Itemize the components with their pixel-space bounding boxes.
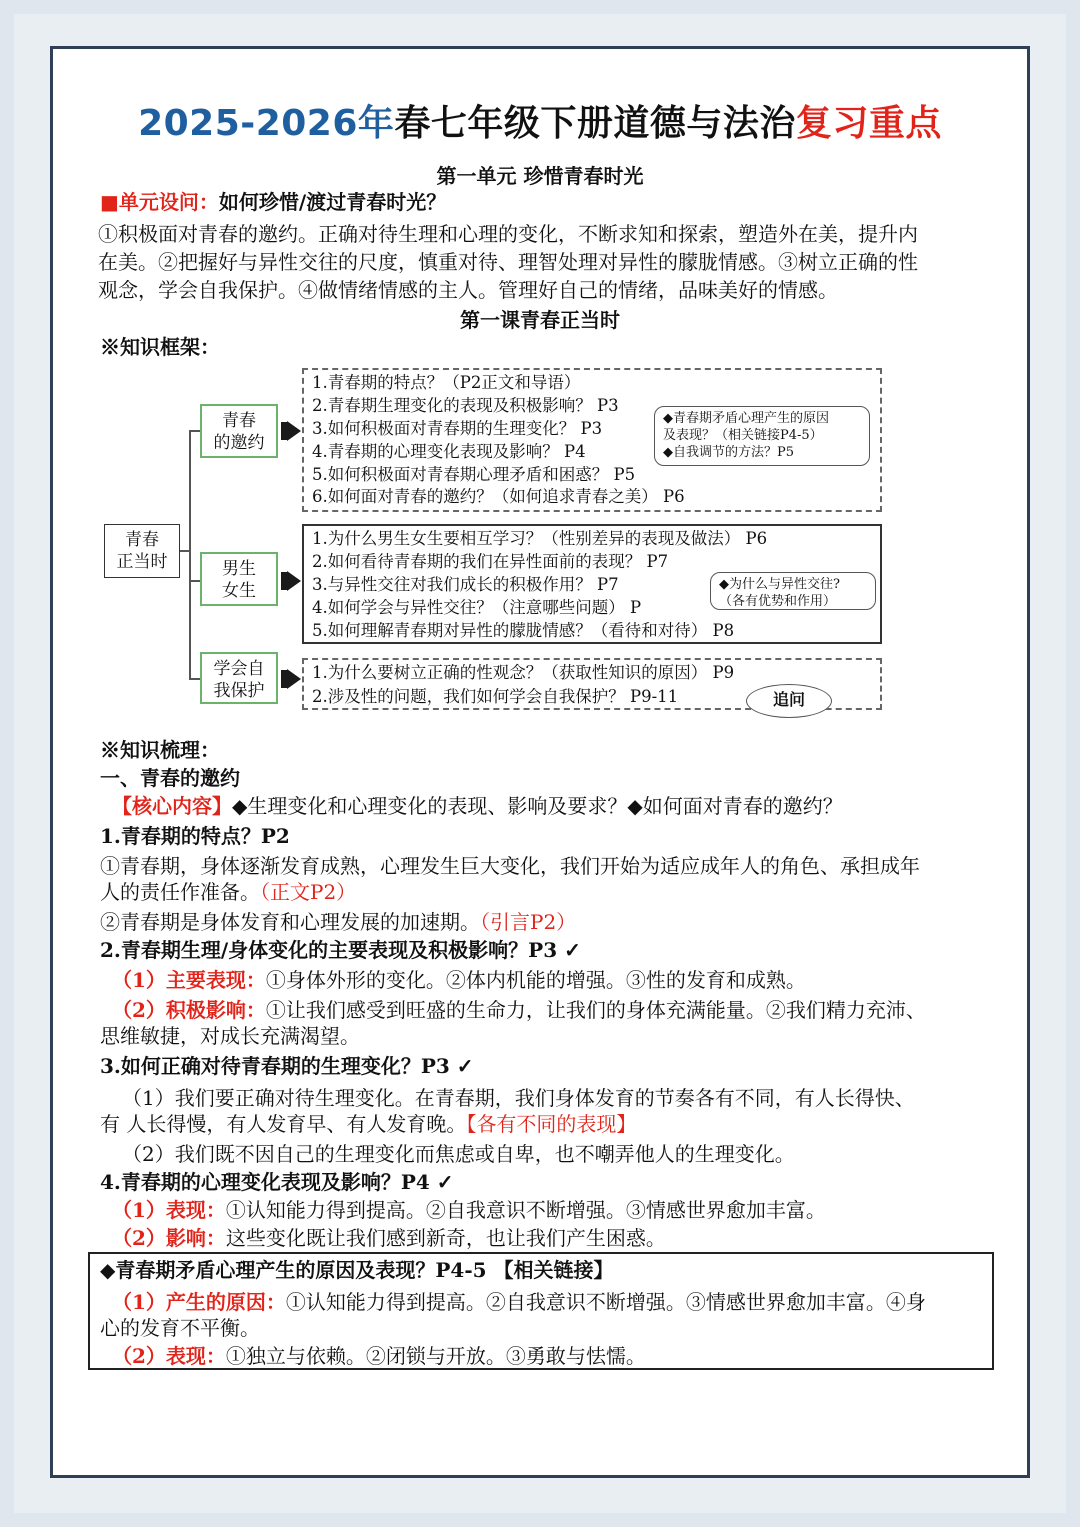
unit-answer-line: 在美。②把握好与异性交往的尺度，慎重对待、理智处理对异性的朦胧情感。③树立正确的性 <box>98 250 918 274</box>
q4-answer-line <box>112 1224 666 1252</box>
q2-answer-line: 思维敏捷，对成长充满渴望。 <box>100 1024 360 1048</box>
link-box-label: （1）产生的原因： <box>112 1290 286 1314</box>
link-box-label: （2）表现： <box>112 1344 226 1368</box>
q4-title: 4.青春期的心理变化表现及影响？P4 ✓ <box>100 1170 454 1194</box>
q3-answer-line: （2）我们既不因自己的生理变化而焦虑或自卑，也不嘲弄他人的生理变化。 <box>122 1142 795 1166</box>
unit-answer-line: 观念，学会自我保护。④做情绪情感的主人。管理好自己的情绪，品味美好的情感。 <box>98 278 838 302</box>
question-item: 5.如何理解青春期对异性的朦胧情感？（看待和对待） P8 <box>312 621 735 640</box>
question-item: 2.青春期生理变化的表现及积极影响？ P3 <box>312 396 619 415</box>
branch-youth-invitation <box>200 404 278 458</box>
q3-answer-line <box>100 1110 636 1138</box>
diagram-root-line: 正当时 <box>116 552 168 572</box>
title-year: 2025-2026年 <box>138 103 395 144</box>
core-content <box>112 792 843 820</box>
arrow-icon <box>287 421 301 441</box>
follow-up-cloud: 追问 <box>746 684 832 718</box>
question-item: 2.如何看待青春期的我们在异性面前的表现？ P7 <box>312 552 669 571</box>
question-item: 1.为什么男生女生要相互学习？（性别差异的表现及做法） P6 <box>312 529 768 548</box>
q1-answer-line: ①青春期，身体逐渐发育成熟，心理发生巨大变化，我们开始为适应成年人的角色、承担成年 <box>100 854 920 878</box>
question-item: 1.为什么要树立正确的性观念？（获取性知识的原因） P9 <box>312 663 735 682</box>
q1-answer-text: 人的责任作准备。 <box>100 880 260 904</box>
title-subject: 春七年级下册道德与法治 <box>394 103 796 144</box>
q2-text: ①让我们感受到旺盛的生命力，让我们的身体充满能量。②我们精力充沛、 <box>265 998 926 1022</box>
framework-label: ※知识框架： <box>100 335 220 359</box>
question-item: 6.如何面对青春的邀约？（如何追求青春之美） P6 <box>312 487 685 506</box>
q1-answer-ref: （引言P2） <box>480 910 577 934</box>
unit-question-text: 如何珍惜/渡过青春时光？ <box>218 190 447 214</box>
diagram-root <box>104 524 180 578</box>
callout-line: （各有优势和作用） <box>719 594 837 609</box>
branch-label-line: 学会自 <box>213 659 265 679</box>
q3-answer-ref: 【各有不同的表现】 <box>466 1112 637 1136</box>
footer-blank-bar <box>480 1432 1020 1462</box>
core-text: ◆生理变化和心理变化的表现、影响及要求？◆如何面对青春的邀约？ <box>232 794 843 818</box>
link-box-text: ①独立与依赖。②闭锁与开放。③勇敢与怯懦。 <box>225 1344 646 1368</box>
q1-answer-ref: （正文P2） <box>260 880 357 904</box>
q2-answer-line <box>112 996 926 1024</box>
question-item: 3.如何积极面对青春期的生理变化？ P3 <box>312 419 603 438</box>
branch-label-line: 的邀约 <box>213 433 265 453</box>
q1-answer-line <box>100 878 356 906</box>
unit-question-label: ■单元设问： <box>100 190 219 214</box>
diagram-root-line: 青春 <box>125 530 159 550</box>
callout-line: ◆自我调节的方法？P5 <box>663 445 795 460</box>
callout-line: ◆青春期矛盾心理产生的原因 <box>663 411 829 426</box>
unit-title: 第一单元 珍惜青春时光 <box>436 164 644 188</box>
arrow-icon <box>287 669 301 689</box>
question-item: 5.如何积极面对青春期心理矛盾和困惑？ P5 <box>312 465 636 484</box>
connector <box>189 430 191 680</box>
question-item: 3.与异性交往对我们成长的积极作用？ P7 <box>312 575 619 594</box>
q4-answer-line <box>112 1196 826 1224</box>
page-title <box>0 95 1080 146</box>
q2-text: ①身体外形的变化。②体内机能的增强。③性的发育和成熟。 <box>265 968 806 992</box>
core-label: 【核心内容】 <box>112 794 232 818</box>
branch-boys-girls <box>200 552 278 606</box>
q4-text: 这些变化既让我们感到新奇，也让我们产生困惑。 <box>225 1226 666 1250</box>
branch-label-line: 青春 <box>222 411 256 431</box>
branch-label-line: 我保护 <box>213 681 265 701</box>
link-box-text: ①认知能力得到提高。②自我意识不断增强。③情感世界愈加丰富。④身 <box>285 1290 926 1314</box>
q2-title: 2.青春期生理/身体变化的主要表现及积极影响？P3 ✓ <box>100 938 581 962</box>
branch2-callout <box>710 572 876 610</box>
unit-question <box>100 188 446 216</box>
q1-answer-text: ②青春期是身体发育和心理发展的加速期。 <box>100 910 480 934</box>
q4-label: （1）表现： <box>112 1198 226 1222</box>
lesson-title: 第一课青春正当时 <box>460 308 620 332</box>
q3-answer-line: （1）我们要正确对待生理变化。在青春期，我们身体发育的节奏各有不同，有人长得快、 <box>122 1086 915 1110</box>
q4-text: ①认知能力得到提高。②自我意识不断增强。③情感世界愈加丰富。 <box>225 1198 826 1222</box>
q4-label: （2）影响： <box>112 1226 226 1250</box>
question-item: 2.涉及性的问题，我们如何学会自我保护？ P9-11 <box>312 687 679 706</box>
q2-label: （1）主要表现： <box>112 968 266 992</box>
link-box-line <box>112 1288 926 1316</box>
branch-self-protection <box>200 652 278 704</box>
branch-label-line: 男生 <box>222 559 256 579</box>
link-box-line: 心的发育不平衡。 <box>100 1316 260 1340</box>
section-heading: 一、青春的邀约 <box>100 766 240 790</box>
arrow-icon <box>287 571 301 591</box>
callout-line: ◆为什么与异性交往? <box>719 577 840 592</box>
link-box-title: ◆青春期矛盾心理产生的原因及表现？P4-5 【相关链接】 <box>100 1258 614 1282</box>
question-item: 4.如何学会与异性交往？（注意哪些问题） P <box>312 598 642 617</box>
q2-answer-line <box>112 966 806 994</box>
link-box-line <box>112 1342 646 1370</box>
sorting-label: ※知识梳理： <box>100 738 220 762</box>
question-item: 1.青春期的特点？（P2正文和导语） <box>312 373 581 392</box>
q3-answer-text: 有 人长得慢，有人发育早、有人发育晚。 <box>100 1112 467 1136</box>
callout-line: 及表现？（相关链接P4-5） <box>663 428 823 443</box>
question-item: 4.青春期的心理变化表现及影响？ P4 <box>312 442 586 461</box>
title-highlight: 复习重点 <box>795 103 942 144</box>
branch1-callout <box>654 406 870 466</box>
unit-answer-line: ①积极面对青春的邀约。正确对待生理和心理的变化，不断求知和探索，塑造外在美，提升内 <box>98 222 918 246</box>
branch-label-line: 女生 <box>222 581 256 601</box>
q3-title: 3.如何正确对待青春期的生理变化？P3 ✓ <box>100 1054 474 1078</box>
q1-answer-line <box>100 908 576 936</box>
q1-title: 1.青春期的特点？P2 <box>100 824 290 848</box>
q2-label: （2）积极影响： <box>112 998 266 1022</box>
